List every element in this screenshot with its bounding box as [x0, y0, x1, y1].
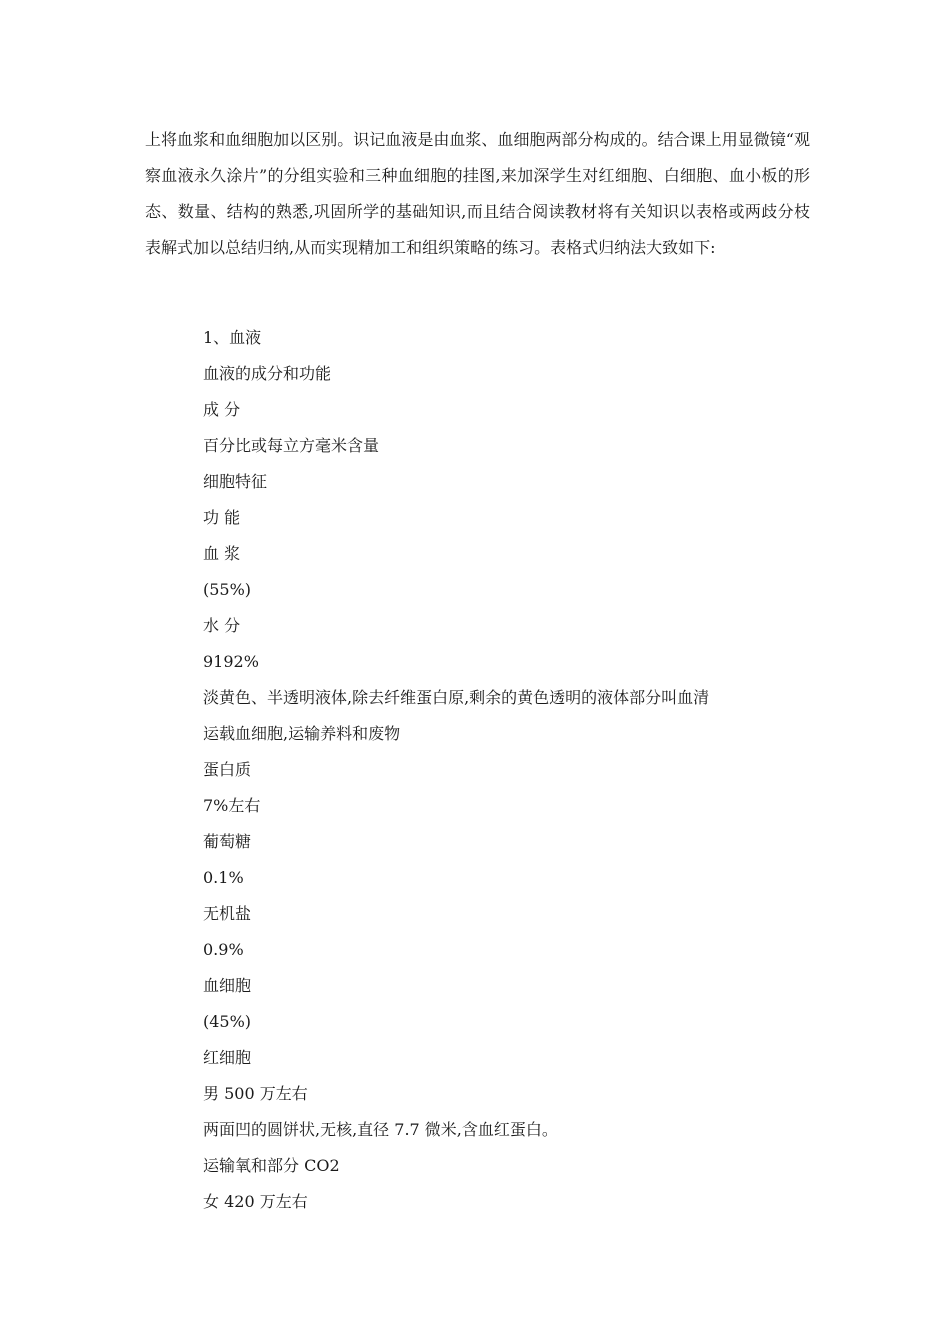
line-rbc-female-count: 女 420 万左右: [203, 1192, 308, 1211]
line-protein-percent: 7%左右: [203, 796, 261, 815]
line-blood-cells-percent: (45%): [203, 1012, 252, 1031]
line-rbc-male-count: 男 500 万左右: [203, 1084, 308, 1103]
line-plasma: 血 浆: [203, 544, 241, 563]
line-inorganic-salt: 无机盐: [203, 904, 252, 923]
line-rbc-function: 运输氧和部分 CO2: [203, 1156, 340, 1175]
line-plasma-feature: 淡黄色、半透明液体,除去纤维蛋白原,剩余的黄色透明的液体部分叫血清: [203, 688, 710, 707]
line-table-title: 血液的成分和功能: [203, 364, 332, 383]
line-protein: 蛋白质: [203, 760, 252, 779]
line-water: 水 分: [203, 616, 241, 635]
line-water-percent: 9192%: [203, 652, 259, 671]
content-lines: [203, 320, 709, 1220]
line-header-percentage: 百分比或每立方毫米含量: [203, 436, 380, 455]
line-section-heading: 1、血液: [203, 328, 262, 347]
line-blood-cells: 血细胞: [203, 976, 252, 995]
line-rbc-feature: 两面凹的圆饼状,无核,直径 7.7 微米,含血红蛋白。: [203, 1120, 558, 1139]
line-plasma-percent: (55%): [203, 580, 252, 599]
line-glucose-percent: 0.1%: [203, 868, 244, 887]
line-header-function: 功 能: [203, 508, 241, 527]
line-header-component: 成 分: [203, 400, 241, 419]
line-glucose: 葡萄糖: [203, 832, 252, 851]
line-inorganic-salt-percent: 0.9%: [203, 940, 244, 959]
line-red-blood-cell: 红细胞: [203, 1048, 252, 1067]
line-plasma-function: 运载血细胞,运输养料和废物: [203, 724, 401, 743]
line-header-cell-feature: 细胞特征: [203, 472, 268, 491]
intro-paragraph: 上将血浆和血细胞加以区别。识记血液是由血浆、血细胞两部分构成的。结合课上用显微镜“观察血液永久涂片”的分组实验和三种血细胞的挂图,来加深学生对红细胞、白细胞、血小板的形态、数量、结构的熟悉,巩固所学的基础知识,而且结合阅读教材将有关知识以表格或两歧分枝表解式加以总结归纳,从而实现精加工和组织策略的练习。表格式归纳法大致如下:: [145, 130, 810, 257]
